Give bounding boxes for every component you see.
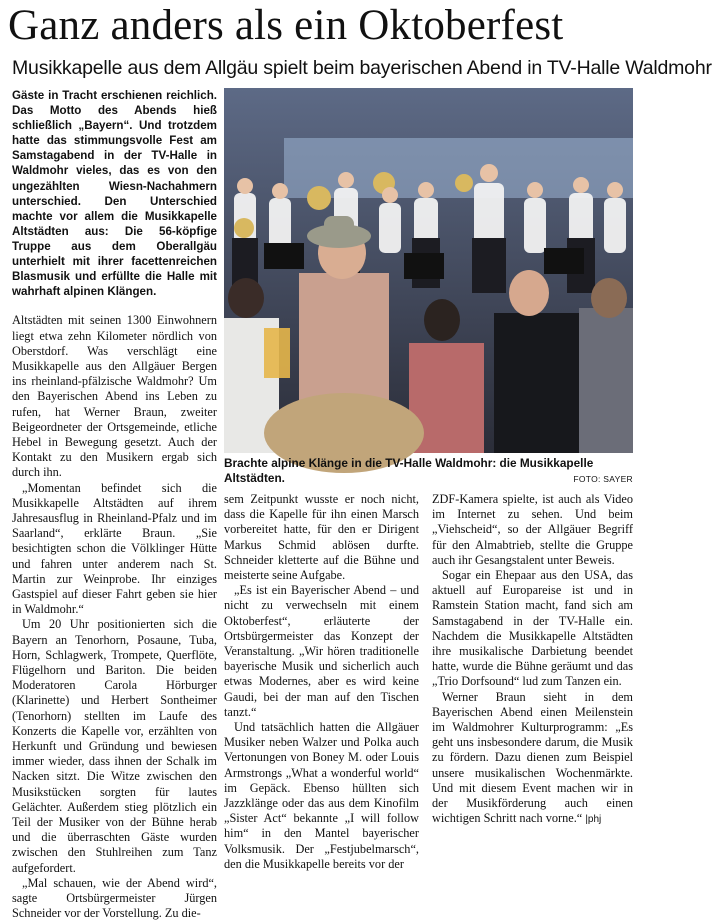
body-paragraph: „Momentan befindet sich die Musikkapelle Altstädten auf ihrem Jahresausflug in Rheinland-Pfalz und im Saarland“, erklärte Braun. „Sie besichtigten schon die Völklinger Hütte und fahren unter anderem nach St. Martin zur Weinprobe. Ihr einziges Gastspiel auf dieser Fahrt geben sie hier in Waldmohr.“ <box>12 480 217 617</box>
body-paragraph: Sogar ein Ehepaar aus den USA, das aktuell auf Europareise ist und in Ramstein Station macht, fand sich am Samstagabend in der TV-Halle ein. Nachdem die Musikkapelle Altstädten ihre musikalische Darbietung beendet hatte, wurde die Bühne geräumt und das „Trio Dorfsound“ lud zum Tanzen ein. <box>432 568 633 689</box>
headline: Ganz anders als ein Oktoberfest <box>8 2 564 49</box>
body-paragraph: Um 20 Uhr positionierten sich die Bayern an Tenorhorn, Posaune, Tuba, Horn, Schlagwerk, Trompete, Querflöte, Flügelhorn und Bariton. Die beiden Moderatoren Carola Hörburger (Klarinette) und Herbert Sontheimer (Tenorhorn) stellten im Laufe des Konzerts die Kapelle vor, erzählten von Herkunft und Gründung und bewiesen immer wieder, dass ihnen der Schalk im Nacken sitzt. Die Witze zwischen den Musikstücken sorgten für lautes Gelächter. Außerdem stieg plötzlich ein Teil der Musiker von der Bühne herab und die überraschten Gäste wurden zwischen den Stuhlreihen zum Tanz aufgefordert. <box>12 617 217 875</box>
subheadline: Musikkapelle aus dem Allgäu spielt beim bayerischen Abend in TV-Halle Waldmohr <box>12 57 712 79</box>
body-paragraph: ZDF-Kamera spielte, ist auch als Video im Internet zu sehen. Und beim „Viehscheid“, so der Allgäuer Begriff für den Almabtrieb, stellte die Gruppe auch ihr Gesangstalent unter Beweis. <box>432 492 633 567</box>
band-photo-illustration <box>224 88 633 453</box>
lead-paragraph: Gäste in Tracht erschienen reichlich. Das Motto des Abends hieß schließlich „Bayern“. Und trotzdem hatte das stimmungsvolle Fest am Samstagabend in der TV-Halle in Waldmohr vieles, das es von den ungezählten Wiesn-Nachahmern unterschied. Den Unterschied machte vor allem die Musikkapelle Altstädten aus: Die 56-köpfige Truppe aus dem Oberallgäu unterhielt mit ihrer facettenreichen Blasmusik und erfüllte die Halle mit wahrhaft alpinen Klängen. <box>12 89 217 299</box>
closing-paragraph-text: Werner Braun sieht in dem Bayerischen Abend einen Meilenstein im Waldmohrer Kulturprogramm: „Es geht uns insbesondere darum, die Musik zu fördern. Dazu dienen zum Beispiel unsere musikalischen Wochenmärkte. Und mit diesem Event machen wir in der Musikförderung auch einen wichtigen Schritt nach vorne.“ <box>432 689 633 826</box>
body-paragraph: Altstädten mit seinen 1300 Einwohnern liegt etwa zehn Kilometer nördlich von Oberstdorf. Was verschlägt eine Musikkapelle aus den Allgäuer Bergen ins rheinland-pfälzische Waldmohr? Um den Bayerischen Abend ins Leben zu rufen, hat Werner Braun, zweiter Beigeordneter der Ortsgemeinde, etliche Hebel in Bewegung gesetzt. Auch der Kontakt zu den Musikern ergab sich durch ihn. <box>12 313 217 480</box>
photo-caption: Brachte alpine Klänge in die TV-Halle Waldmohr: die Musikkapelle Altstädten. <box>224 456 594 485</box>
body-paragraph: „Mal schauen, wie der Abend wird“, sagte Ortsbürgermeister Jürgen Schneider vor der Vorstellung. Zu die- <box>12 875 217 921</box>
body-paragraph <box>432 690 633 828</box>
body-paragraph: sem Zeitpunkt wusste er noch nicht, dass die Kapelle für ihn einen Marsch vorbereitet hatte, für den er Dirigent Markus Schmid ablösen durfte. Schneider kletterte auf die Bühne und meisterte seine Aufgabe. <box>224 492 419 583</box>
text-column-1 <box>12 88 217 921</box>
article-photo <box>224 88 633 453</box>
body-paragraph: „Es ist ein Bayerischer Abend – und nicht zu verwechseln mit einem Oktoberfest“, erläuterte der Ortsbürgermeister das Konzept der Veranstaltung. „Wir hören traditionelle bayerische Musik und sicherlich auch etwas Modernes, aber es wird keine Gaudi, bei der man auf den Tischen tanzt.“ <box>224 583 419 719</box>
body-paragraph: Und tatsächlich hatten die Allgäuer Musiker neben Walzer und Polka auch Vertonungen von Boney M. oder Louis Armstrongs „What a wonderful world“ im Gepäck. Ebenso hüllten sich Jazzklänge oder das aus dem Kinofilm „Sister Act“ bekannte „I will follow him“ in den Mantel bayerischer Volksmusik. Der „Festjubelmarsch“, den die Musikkapelle bereits vor der <box>224 720 419 871</box>
text-column-2 <box>224 492 419 871</box>
author-signature: |phj <box>585 814 602 826</box>
photo-credit: FOTO: SAYER <box>573 474 633 484</box>
text-column-3 <box>432 492 633 826</box>
